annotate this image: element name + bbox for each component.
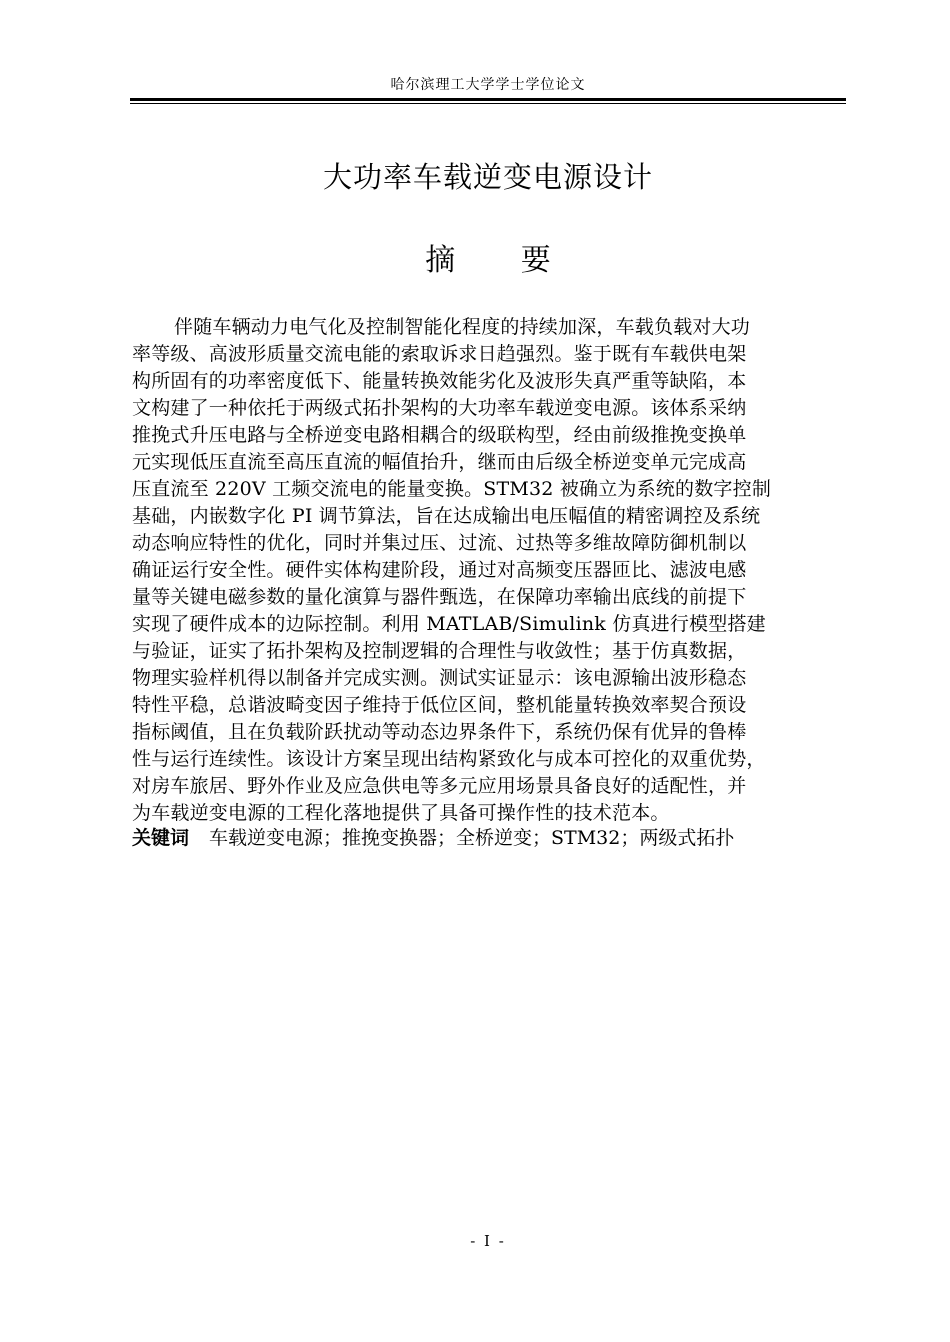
abstract-line: 文构建了一种依托于两级式拓扑架构的大功率车载逆变电源。该体系采纳 [132,397,747,419]
abstract-line: 基础，内嵌数字化 PI 调节算法，旨在达成输出电压幅值的精密调控及系统 [132,505,761,527]
abstract-line: 特性平稳，总谐波畸变因子维持于低位区间，整机能量转换效率契合预设 [132,694,747,716]
abstract-line: 指标阈值，且在负载阶跃扰动等动态边界条件下，系统仍保有优异的鲁棒 [132,721,747,743]
abstract-line: 为车载逆变电源的工程化落地提供了具备可操作性的技术范本。 [132,802,670,824]
header-rule-thick [130,98,846,101]
abstract-heading: 摘 要 [425,243,579,278]
header-rule-thin [130,103,846,104]
abstract-line: 动态响应特性的优化，同时并集过压、过流、过热等多维故障防御机制以 [132,532,747,554]
abstract-line: 确证运行安全性。硬件实体构建阶段，通过对高频变压器匝比、滤波电感 [132,559,747,581]
abstract-line: 实现了硬件成本的边际控制。利用 MATLAB/Simulink 仿真进行模型搭建 [132,613,766,635]
keywords [132,825,848,852]
abstract-line: 物理实验样机得以制备并完成实测。测试实证显示：该电源输出波形稳态 [132,667,747,689]
abstract-line: 对房车旅居、野外作业及应急供电等多元应用场景具备良好的适配性，并 [132,775,747,797]
abstract-line: 元实现低压直流至高压直流的幅值抬升，继而由后级全桥逆变单元完成高 [132,451,747,473]
keywords-label: 关键词 [132,827,190,849]
abstract-line: 压直流至 220V 工频交流电的能量变换。STM32 被确立为系统的数字控制 [132,478,772,500]
abstract-body [132,314,848,827]
abstract-line: 率等级、高波形质量交流电能的索取诉求日趋强烈。鉴于既有车载供电架 [132,343,747,365]
abstract-line: 推挽式升压电路与全桥逆变电路相耦合的级联构型，经由前级推挽变换单 [132,424,747,446]
abstract-line: 伴随车辆动力电气化及控制智能化程度的持续加深，车载负载对大功 [174,316,751,338]
abstract-line: 构所固有的功率密度低下、能量转换效能劣化及波形失真严重等缺陷，本 [132,370,747,392]
abstract-line: 性与运行连续性。该设计方案呈现出结构紧致化与成本可控化的双重优势， [132,748,766,770]
keywords-text: 车载逆变电源；推挽变换器；全桥逆变；STM32；两级式拓扑 [209,827,735,849]
paper-title: 大功率车载逆变电源设计 [322,160,653,194]
running-header: 哈尔滨理工大学学士学位论文 [390,77,586,93]
abstract-line: 量等关键电磁参数的量化演算与器件甄选，在保障功率输出底线的前提下 [132,586,747,608]
page-number: - I - [470,1232,506,1250]
abstract-line: 与验证，证实了拓扑架构及控制逻辑的合理性与收敛性；基于仿真数据， [132,640,747,662]
